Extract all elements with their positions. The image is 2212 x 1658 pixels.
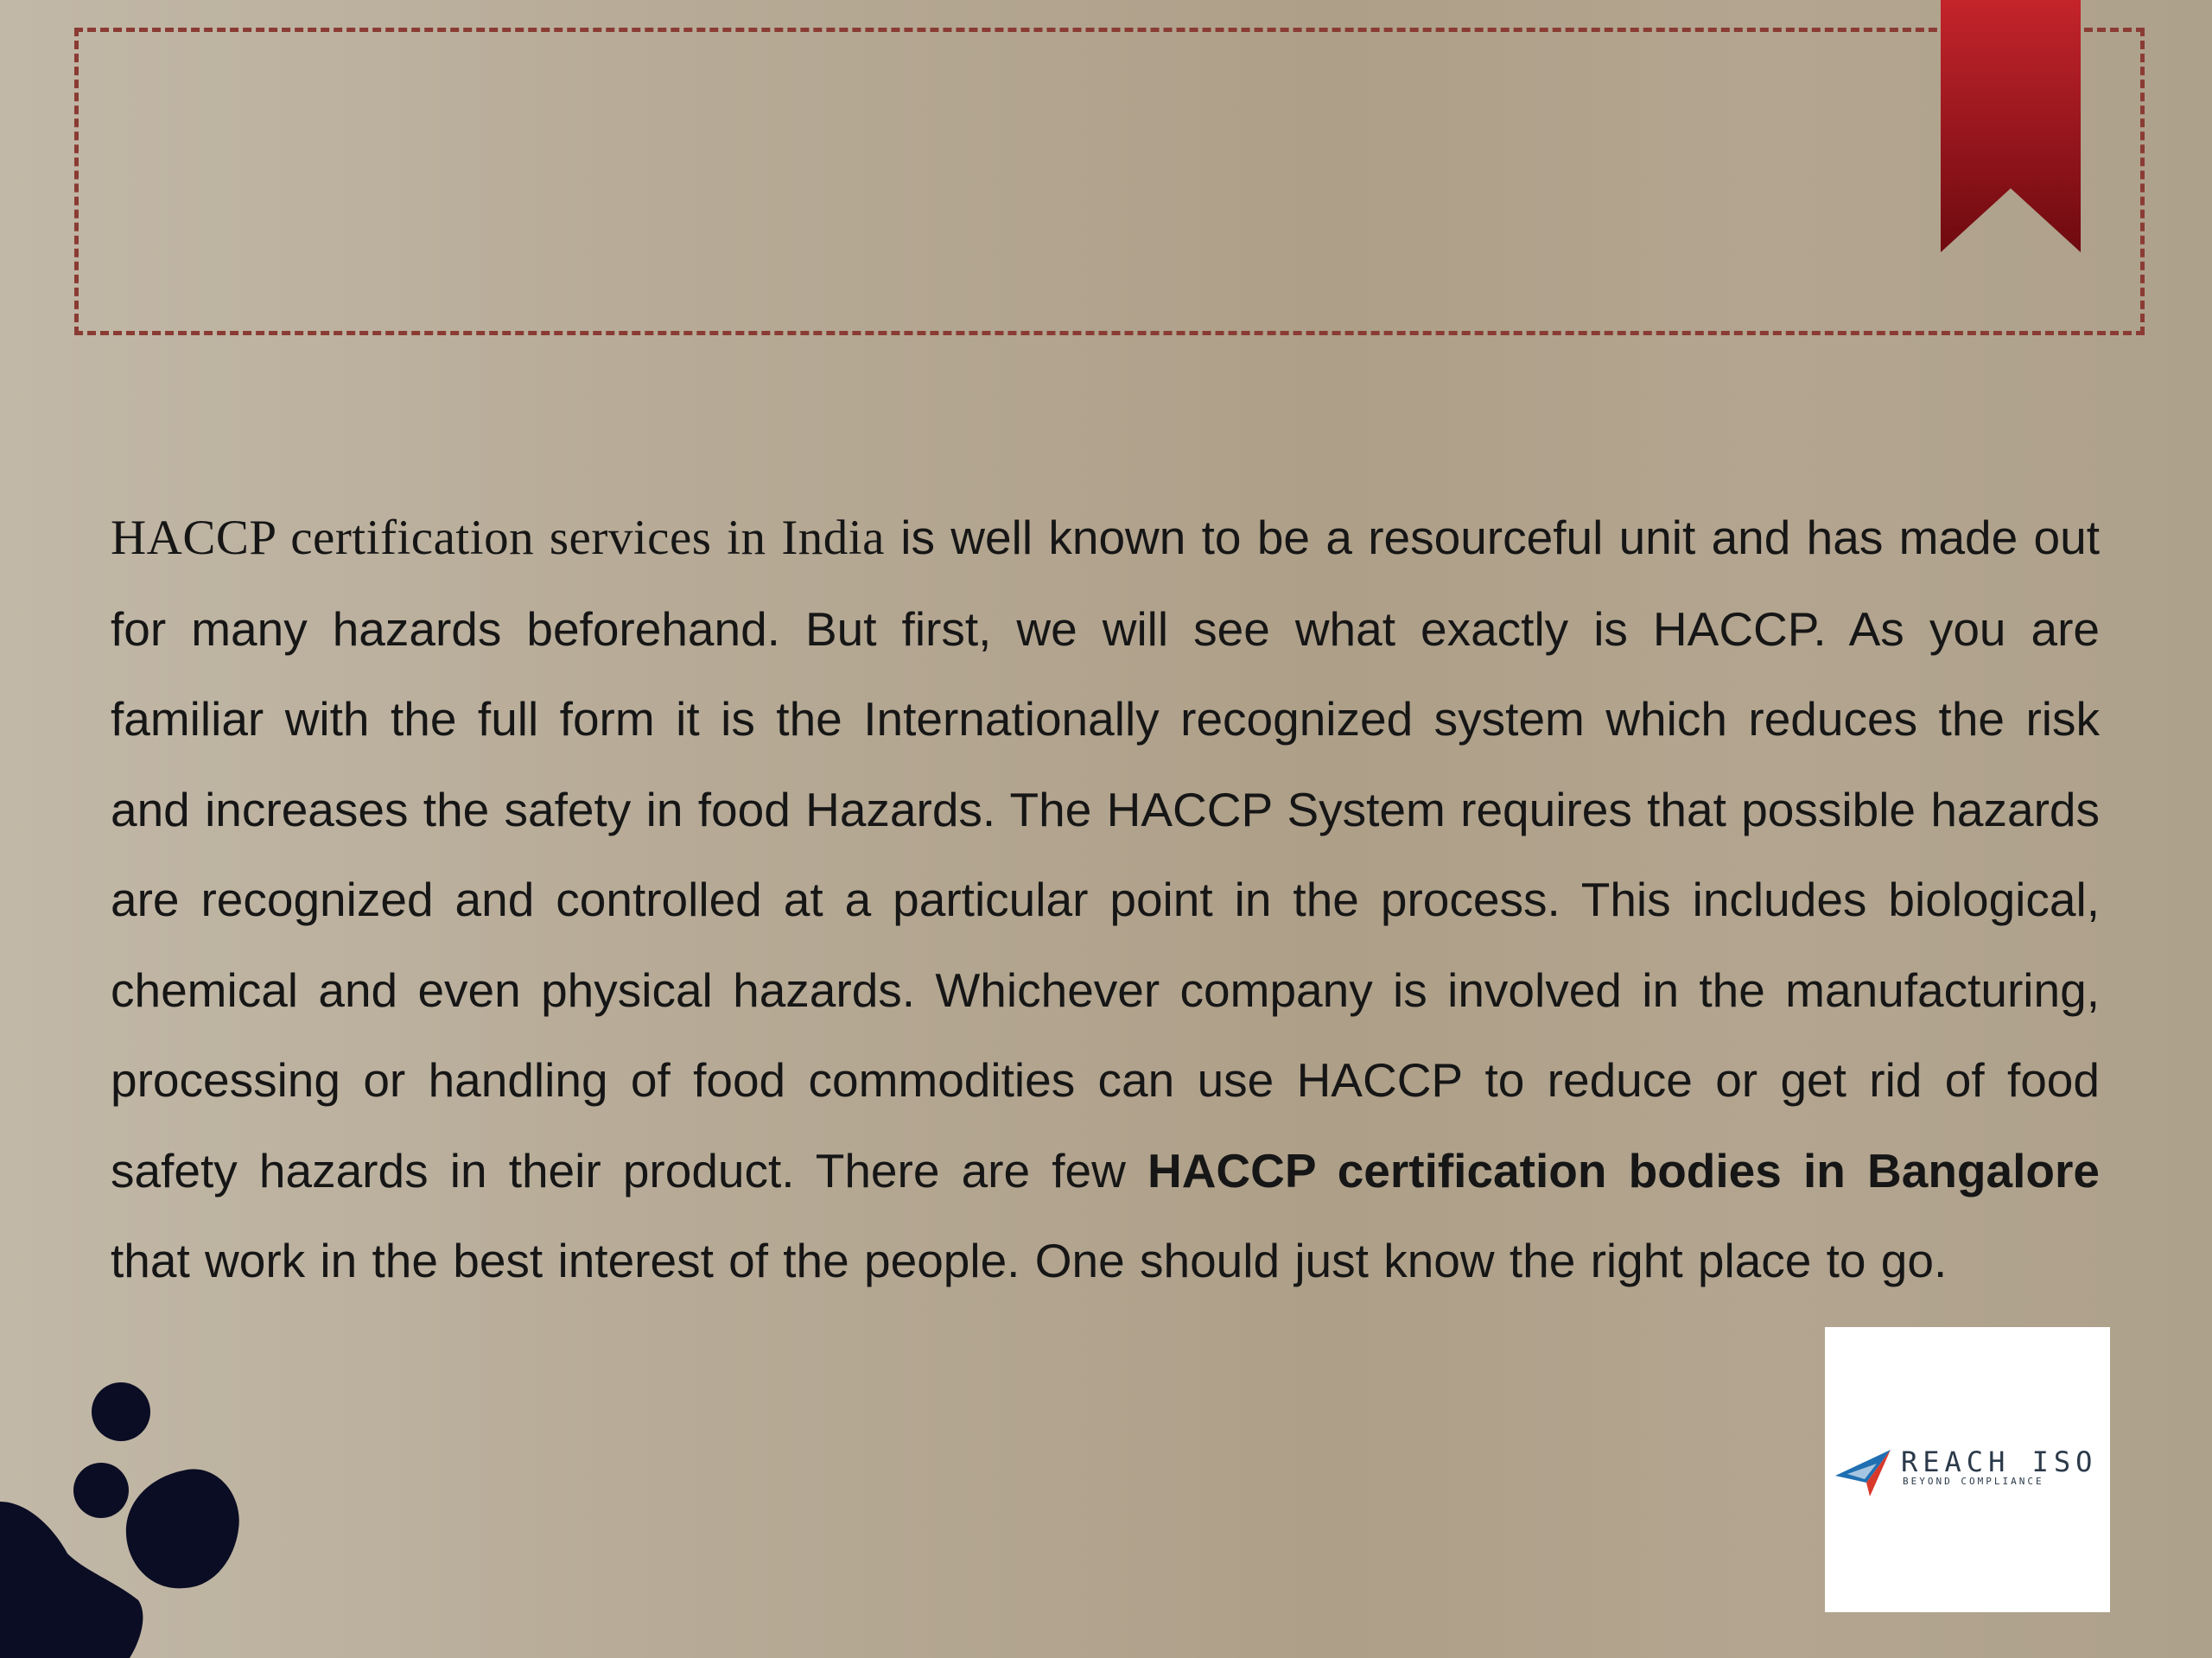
bold-keyword: HACCP certification bodies in Bangalore: [1147, 1143, 2100, 1197]
logo-name: REACH ISO: [1901, 1445, 2098, 1478]
logo-tagline: BEYOND COMPLIANCE: [1903, 1476, 2044, 1487]
reach-iso-logo: [1825, 1327, 2110, 1612]
body-paragraph: [111, 492, 2100, 1306]
ink-blots-decoration: [0, 1365, 259, 1658]
title-frame: [74, 28, 2145, 335]
bookmark-ribbon-icon: [1941, 0, 2081, 252]
paragraph-text-1: is well known to be a resourceful unit and has made out for many hazards beforehand. But first, we will see what exactly is HACCP. As you are familiar with the full form it is the Internationally recognized system which reduces the risk and increases the safety in food Hazards. The HACCP System requires that possible hazards are recognized and controlled at a particular point in the process. This includes biological, chemical and even physical hazards. Whichever company is involved in the manufacturing, processing or handling of food commodities can use HACCP to reduce or get rid of food safety hazards in their product. There are few: [111, 511, 2100, 1197]
paper-plane-icon: [1835, 1450, 1891, 1496]
lead-phrase: HACCP certification services in India: [111, 511, 885, 565]
paragraph-text-2: that work in the best interest of the people. One should just know the right place to go.: [111, 1234, 1948, 1287]
